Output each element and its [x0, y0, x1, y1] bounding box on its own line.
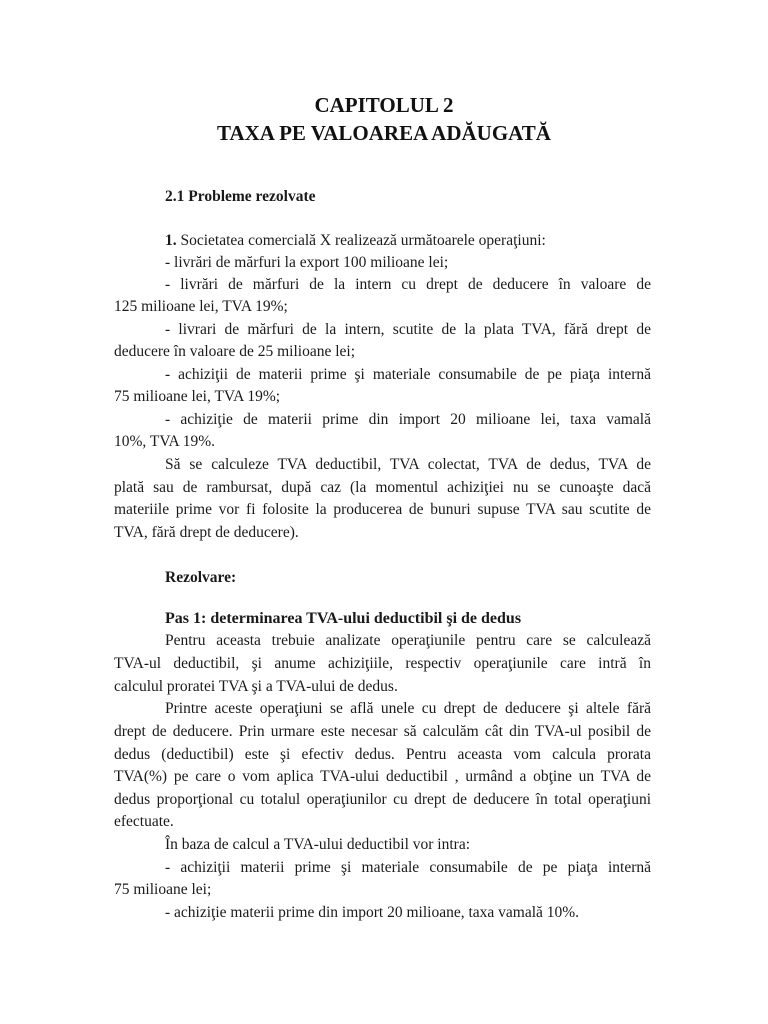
chapter-number: CAPITOLUL 2 [314, 93, 454, 117]
paragraph-line: TVA-ul deductibil, şi anume achiziţiile, respectiv operaţiunile care intră în [114, 655, 651, 672]
paragraph-line: TVA(%) pe care o vom aplica TVA-ului deductibil , urmând a obţine un TVA de [114, 768, 651, 785]
paragraph-line: Pentru aceasta trebuie analizate operaţiunile pentru care se calculează [165, 632, 651, 649]
problem-item: - livrări de mărfuri la export 100 milioane lei; [165, 254, 449, 271]
problem-question: materiile prime vor fi folosite la producerea de bunuri supuse TVA sau scutite de [114, 501, 651, 518]
paragraph-line: efectuate. [114, 813, 174, 830]
problem-item: - livrări de mărfuri de la intern cu drept de deducere în valoare de [165, 276, 651, 293]
problem-item: - livrari de mărfuri de la intern, scutite de la plata TVA, fără drept de [165, 321, 651, 338]
problem-item-continuation: 75 milioane lei, TVA 19%; [114, 388, 281, 405]
problem-question: Să se calculeze TVA deductibil, TVA colectat, TVA de dedus, TVA de [165, 456, 651, 473]
paragraph-line: Printre aceste operaţiuni se află unele cu drept de deducere şi altele fără [165, 700, 651, 717]
list-item: - achiziţie materii prime din import 20 milioane, taxa vamală 10%. [165, 904, 580, 921]
paragraph-line: dedus proporţional cu totalul operaţiunilor cu drept de deducere în total operaţiuni [114, 791, 651, 808]
paragraph-line: dedus (deductibil) este şi efectiv dedus. Pentru aceasta vom calcula prorata [114, 746, 651, 763]
problem-question: TVA, fără drept de deducere). [114, 524, 299, 541]
paragraph-line: drept de deducere. Prin urmare este necesar să calculăm cât din TVA-ul posibil de [114, 723, 651, 740]
problem-item-continuation: 10%, TVA 19%. [114, 433, 216, 450]
problem-item-continuation: 125 milioane lei, TVA 19%; [114, 298, 288, 315]
paragraph-line: calculul proratei TVA şi a TVA-ului de dedus. [114, 678, 398, 695]
problem-item: - achiziţii de materii prime şi materiale consumabile de pe piaţa internă [165, 366, 651, 383]
problem-number: 1. [165, 232, 177, 249]
step-heading: Pas 1: determinarea TVA-ului deductibil şi de dedus [165, 610, 522, 627]
list-item: - achiziţii materii prime şi materiale consumabile de pe piaţa internă [165, 859, 651, 876]
problem-intro [165, 230, 651, 252]
problem-question: plată sau de rambursat, după caz (la momentul achiziţiei nu se cunoaşte dacă [114, 479, 651, 496]
solution-heading: Rezolvare: [165, 569, 237, 586]
problem-intro-text: Societatea comercială X realizează următoarele operaţiuni: [176, 232, 546, 249]
problem-item: - achiziţie de materii prime din import 20 milioane lei, taxa vamală [165, 411, 651, 428]
paragraph-line: În baza de calcul a TVA-ului deductibil vor intra: [165, 836, 471, 853]
chapter-title: TAXA PE VALOAREA ADĂUGATĂ [217, 121, 551, 145]
problem-item-continuation: deducere în valoare de 25 milioane lei; [114, 343, 356, 360]
section-heading: 2.1 Probleme rezolvate [165, 188, 316, 205]
list-item-continuation: 75 milioane lei; [114, 881, 212, 898]
